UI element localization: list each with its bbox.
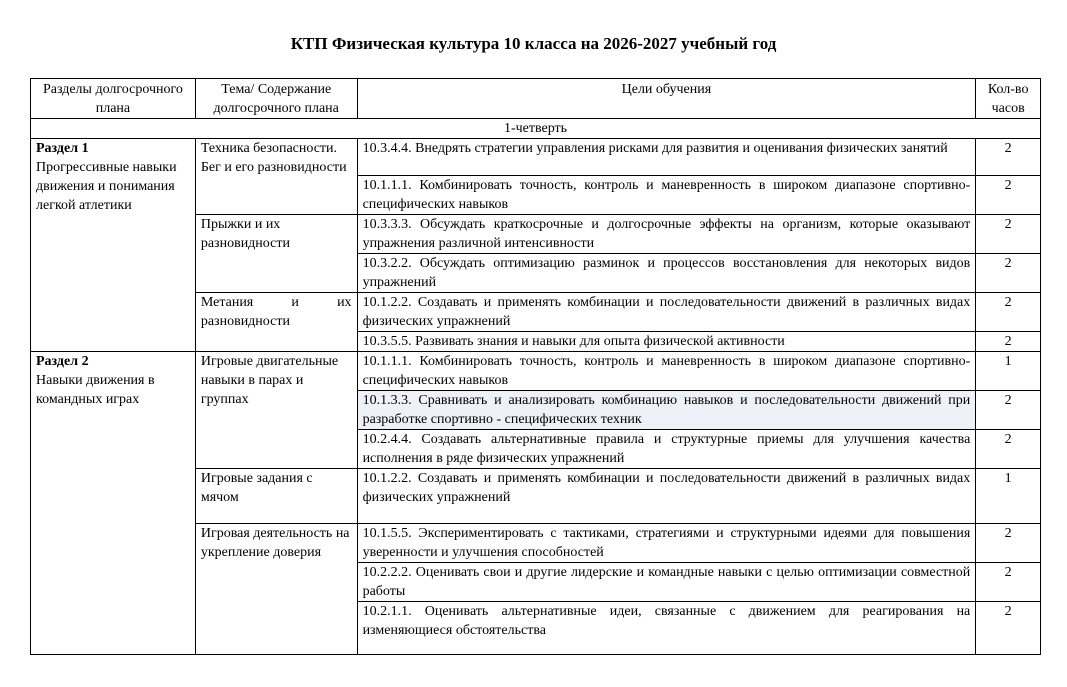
goal-cell: 10.1.2.2. Создавать и применять комбинации и последовательности движений в различных видах физических упражнений [357,293,976,332]
hours-cell: 2 [976,524,1041,563]
header-row [31,79,1041,119]
topic-cell: Игровые задания с мячом [195,469,357,524]
goal-cell: 10.3.2.2. Обсуждать оптимизацию разминок и процессов восстановления для некоторых видов упражнений [357,254,976,293]
table-row [31,139,1041,176]
goal-cell: 10.2.1.1. Оценивать альтернативные идеи, связанные с движением для реагирования на изменяющиеся обстоятельства [357,602,976,655]
header-topics: Тема/ Содержание долгосрочного плана [195,79,357,119]
hours-cell: 1 [976,352,1041,391]
topic-cell: Игровая деятельность на укрепление доверия [195,524,357,655]
section-2-subtitle: Навыки движения в командных играх [36,373,155,407]
goal-cell: 10.1.2.2. Создавать и применять комбинации и последовательности движений в различных видах физических упражнений [357,469,976,524]
section-1-title: Раздел 1 [36,141,89,156]
hours-cell: 2 [976,254,1041,293]
hours-cell: 2 [976,215,1041,254]
quarter-label: 1-четверть [31,119,1041,139]
topic-cell: Игровые двигательные навыки в парах и группах [195,352,357,469]
hours-cell: 2 [976,176,1041,215]
goal-cell: 10.1.5.5. Экспериментировать с тактиками, стратегиями и структурными идеями для повышения уверенности и улучшения способностей [357,524,976,563]
section-1-subtitle: Прогрессивные навыки движения и понимания легкой атлетики [36,160,177,213]
hours-cell: 2 [976,430,1041,469]
goal-cell: 10.3.4.4. Внедрять стратегии управления рисками для развития и оценивания физических занятий [357,139,976,176]
goal-cell: 10.2.4.4. Создавать альтернативные правила и структурные приемы для улучшения качества исполнения в ряде физических упражнений [357,430,976,469]
hours-cell: 2 [976,332,1041,352]
header-hours: Кол-во часов [976,79,1041,119]
goal-cell: 10.1.3.3. Сравнивать и анализировать комбинацию навыков и последовательности движений при разработке спортивно - специфических техник [357,391,976,430]
quarter-row [31,119,1041,139]
hours-cell: 2 [976,391,1041,430]
topic-name: Метания и их разновидности [200,295,352,329]
goal-cell: 10.3.3.3. Обсуждать краткосрочные и долгосрочные эффекты на организм, которые оказывают упражнения различной интенсивности [357,215,976,254]
document-title: КТП Физическая культура 10 класса на 2026-2027 учебный год [290,34,777,53]
goal-cell: 10.3.5.5. Развивать знания и навыки для опыта физической активности [357,332,976,352]
table-row [31,352,1041,391]
topic-cell: Техника безопасности. Бег и его разновидности [195,139,357,215]
ktp-table [30,78,1041,655]
hours-cell: 2 [976,602,1041,655]
goal-cell: 10.2.2.2. Оценивать свои и другие лидерские и командные навыки с целью оптимизации совместной работы [357,563,976,602]
header-sections: Разделы долгосрочного плана [31,79,196,119]
header-goals: Цели обучения [357,79,976,119]
section-1-cell [31,139,196,352]
hours-cell: 2 [976,139,1041,176]
hours-cell: 1 [976,469,1041,524]
hours-cell: 2 [976,293,1041,332]
goal-cell: 10.1.1.1. Комбинировать точность, контроль и маневренность в широком диапазоне спортивно-специфических навыков [357,352,976,391]
topic-cell: Прыжки и их разновидности [195,215,357,293]
section-2-title: Раздел 2 [36,354,89,369]
hours-cell: 2 [976,563,1041,602]
goal-cell: 10.1.1.1. Комбинировать точность, контроль и маневренность в широком диапазоне спортивно-специфических навыков [357,176,976,215]
section-2-cell [31,352,196,655]
topic-cell [195,293,357,352]
